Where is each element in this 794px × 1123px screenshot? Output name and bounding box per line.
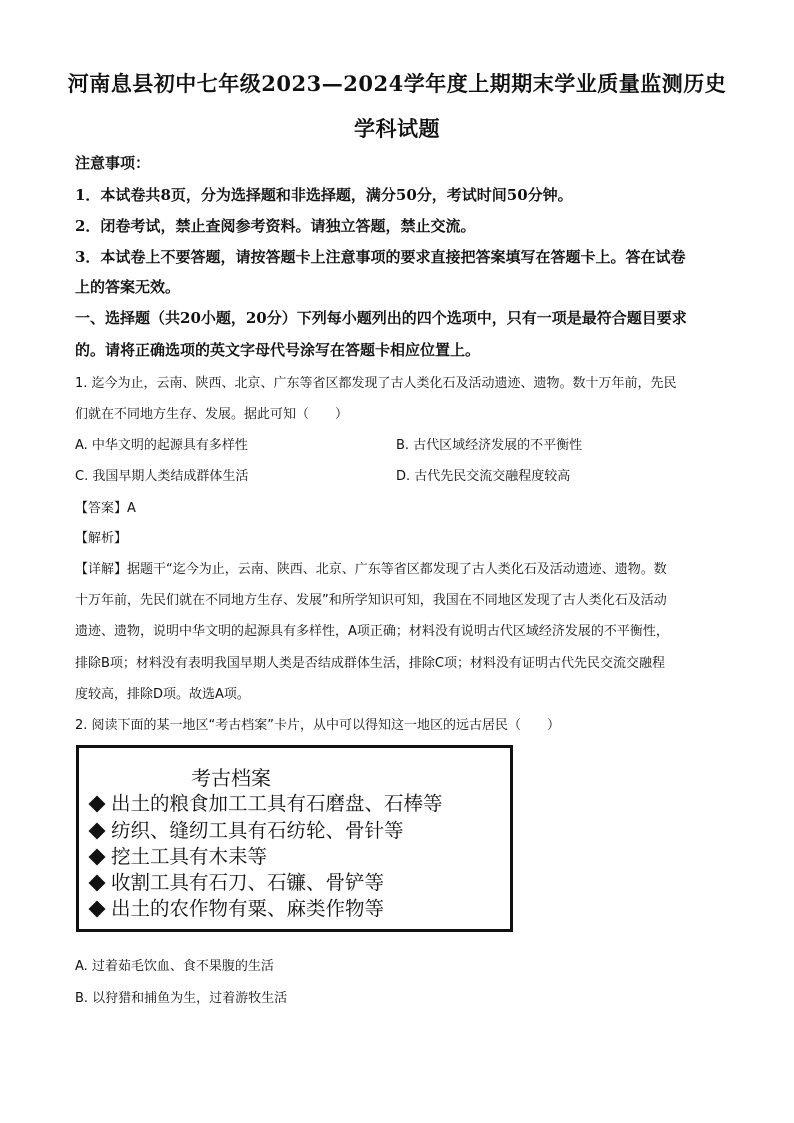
q1-option-a: A. 中华文明的起源具有多样性 xyxy=(75,438,248,453)
q1-detail-line5: 度较高，排除D项。故选A项。 xyxy=(75,687,250,702)
notice-heading: 注意事项： xyxy=(75,154,151,172)
archaeology-card-item: 出土的农作物有粟、麻类作物等 xyxy=(89,893,384,921)
q1-analysis: 【解析】 xyxy=(75,531,128,546)
notice-item-2: 2．闭卷考试，禁止查阅参考资料。请独立答题，禁止交流。 xyxy=(75,217,476,235)
exam-title-line2: 学科试题 xyxy=(354,116,440,141)
archaeology-card-item: 纺织、缝纫工具有石纺轮、骨针等 xyxy=(89,815,404,843)
archaeology-card-title: 考古档案 xyxy=(191,766,271,790)
diamond-bullet-icon xyxy=(89,874,106,891)
q1-option-d: D. 古代先民交流交融程度较高 xyxy=(396,469,571,484)
notice-item-3: 3．本试卷上不要答题，请按答题卡上注意事项的要求直接把答案填写在答题卡上。答在试卷 xyxy=(75,248,686,266)
archaeology-card xyxy=(76,745,513,932)
diamond-bullet-icon xyxy=(89,795,106,812)
q1-detail-line3: 遗迹、遗物，说明中华文明的起源具有多样性，A项正确；材料没有说明古代区域经济发展的不平衡性， xyxy=(75,624,669,639)
q2-stem: 2. 阅读下面的某一地区“考古档案”卡片，从中可以得知这一地区的远古居民（ ） xyxy=(75,718,561,733)
notice-item-3-cont: 上的答案无效。 xyxy=(75,278,181,296)
exam-title-line1: 河南息县初中七年级2023—2024学年度上期期末学业质量监测历史 xyxy=(67,71,727,96)
section1-heading-line2: 的。请将正确选项的英文字母代号涂写在答题卡相应位置上。 xyxy=(75,341,481,359)
archaeology-card-item: 收割工具有石刀、石镰、骨铲等 xyxy=(89,867,384,895)
archaeology-card-item: 出土的粮食加工工具有石磨盘、石棒等 xyxy=(89,788,443,816)
section1-heading-line1: 一、选择题（共20小题，20分）下列每小题列出的四个选项中，只有一项是最符合题目要求 xyxy=(75,309,687,327)
diamond-bullet-icon xyxy=(89,822,106,839)
q1-stem-line1: 1. 迄今为止，云南、陕西、北京、广东等省区都发现了古人类化石及活动遗迹、遗物。数十万年前，先民 xyxy=(75,376,677,391)
q1-detail-line2: 十万年前，先民们就在不同地方生存、发展”和所学知识可知，我国在不同地区发现了古人类化石及活动 xyxy=(75,593,667,608)
q2-option-b: B. 以狩猎和捕鱼为生，过着游牧生活 xyxy=(75,991,288,1006)
q1-answer: 【答案】A xyxy=(75,501,136,516)
q2-option-a: A. 过着茹毛饮血、食不果腹的生活 xyxy=(75,959,274,974)
q1-stem-line2: 们就在不同地方生存、发展。据此可知（ ） xyxy=(75,407,349,422)
notice-item-1: 1．本试卷共8页，分为选择题和非选择题，满分50分，考试时间50分钟。 xyxy=(75,186,573,204)
diamond-bullet-icon xyxy=(89,900,106,917)
diamond-bullet-icon xyxy=(89,848,106,865)
q1-option-c: C. 我国早期人类结成群体生活 xyxy=(75,469,249,484)
q1-option-b: B. 古代区域经济发展的不平衡性 xyxy=(396,438,583,453)
archaeology-card-item: 挖土工具有木耒等 xyxy=(89,841,267,869)
q1-detail-line4: 排除B项；材料没有表明我国早期人类是否结成群体生活，排除C项；材料没有证明古代先民交流交融程 xyxy=(75,656,665,671)
q1-detail-line1: 【详解】据题干“迄今为止，云南、陕西、北京、广东等省区都发现了古人类化石及活动遗迹、遗物。数 xyxy=(75,562,667,577)
